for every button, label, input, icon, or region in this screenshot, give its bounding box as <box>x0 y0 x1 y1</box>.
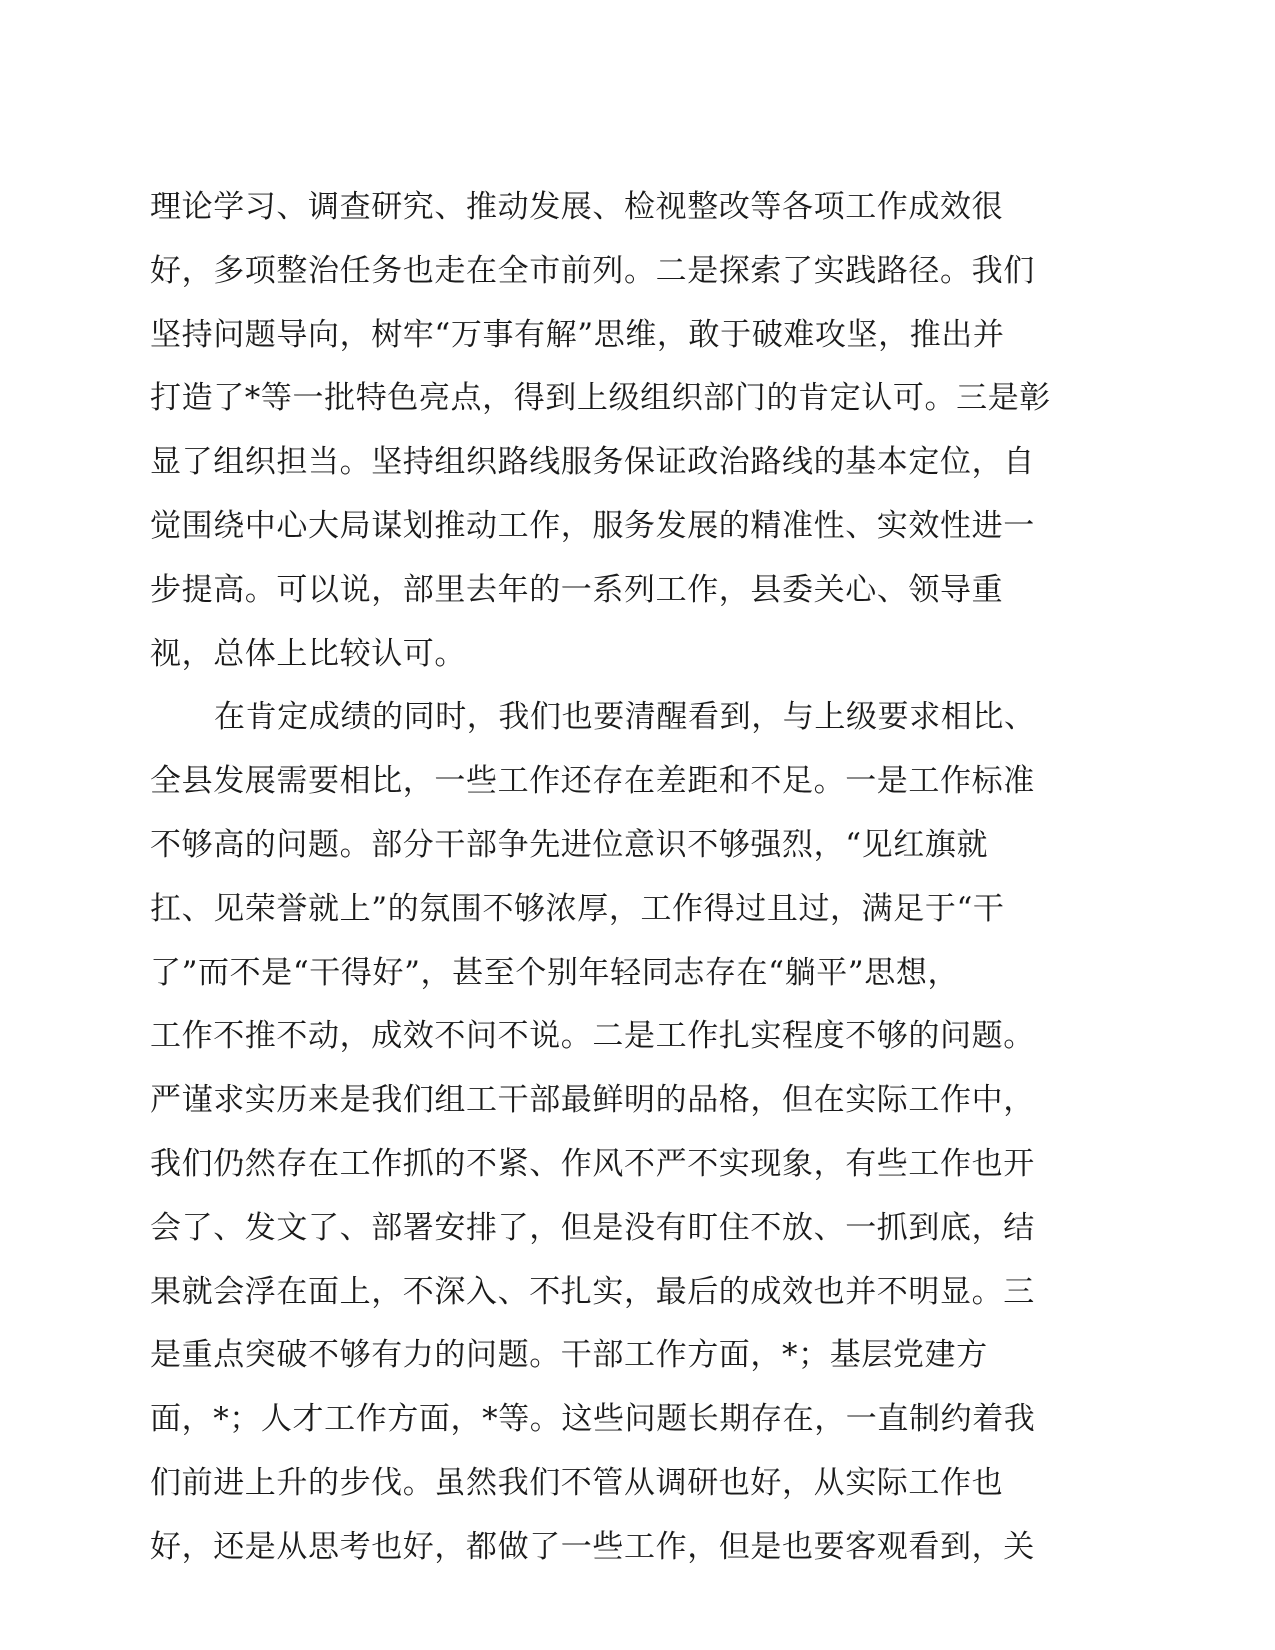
text-line: 不够高的问题。部分干部争先进位意识不够强烈，“见红旗就 <box>150 826 989 863</box>
text-line: 严谨求实历来是我们组工干部最鲜明的品格，但在实际工作中， <box>150 1082 1035 1119</box>
text-line: 是重点突破不够有力的问题。干部工作方面，*；基层党建方 <box>150 1337 988 1374</box>
text-line: 显了组织担当。坚持组织路线服务保证政治路线的基本定位，自 <box>150 444 1035 481</box>
text-line: 打造了*等一批特色亮点，得到上级组织部门的肯定认可。三是彰 <box>150 380 1051 417</box>
text-line: 果就会浮在面上，不深入、不扎实，最后的成效也并不明显。三 <box>150 1273 1035 1310</box>
text-line: 视，总体上比较认可。 <box>150 635 466 672</box>
text-line: 我们仍然存在工作抓的不紧、作风不严不实现象，有些工作也开 <box>150 1145 1035 1182</box>
text-line: 工作不推不动，成效不问不说。二是工作扎实程度不够的问题。 <box>150 1018 1035 1055</box>
text-line: 在肯定成绩的同时，我们也要清醒看到，与上级要求相比、 <box>214 699 1036 736</box>
text-line: 好，还是从思考也好，都做了一些工作，但是也要客观看到，关 <box>150 1528 1035 1565</box>
text-line: 步提高。可以说，部里去年的一系列工作，县委关心、领导重 <box>150 571 1004 608</box>
text-line: 好，多项整治任务也走在全市前列。二是探索了实践路径。我们 <box>150 252 1035 289</box>
body-text <box>150 176 1090 1580</box>
text-line: 们前进上升的步伐。虽然我们不管从调研也好，从实际工作也 <box>150 1464 1004 1501</box>
text-line: 坚持问题导向，树牢“万事有解”思维，敢于破难攻坚，推出并 <box>150 316 1005 353</box>
text-line: 觉围绕中心大局谋划推动工作，服务发展的精准性、实效性进一 <box>150 507 1035 544</box>
text-line: 扛、见荣誉就上”的氛围不够浓厚，工作得过且过，满足于“干 <box>150 890 1005 927</box>
text-line: 面，*；人才工作方面，*等。这些问题长期存在，一直制约着我 <box>150 1401 1036 1438</box>
text-line: 全县发展需要相比，一些工作还存在差距和不足。一是工作标准 <box>150 763 1035 800</box>
text-line: 理论学习、调查研究、推动发展、检视整改等各项工作成效很 <box>150 189 1004 225</box>
text-line: 会了、发文了、部署安排了，但是没有盯住不放、一抓到底，结 <box>150 1209 1035 1246</box>
text-line: 了”而不是“干得好”，甚至个别年轻同志存在“躺平”思想， <box>150 954 960 991</box>
